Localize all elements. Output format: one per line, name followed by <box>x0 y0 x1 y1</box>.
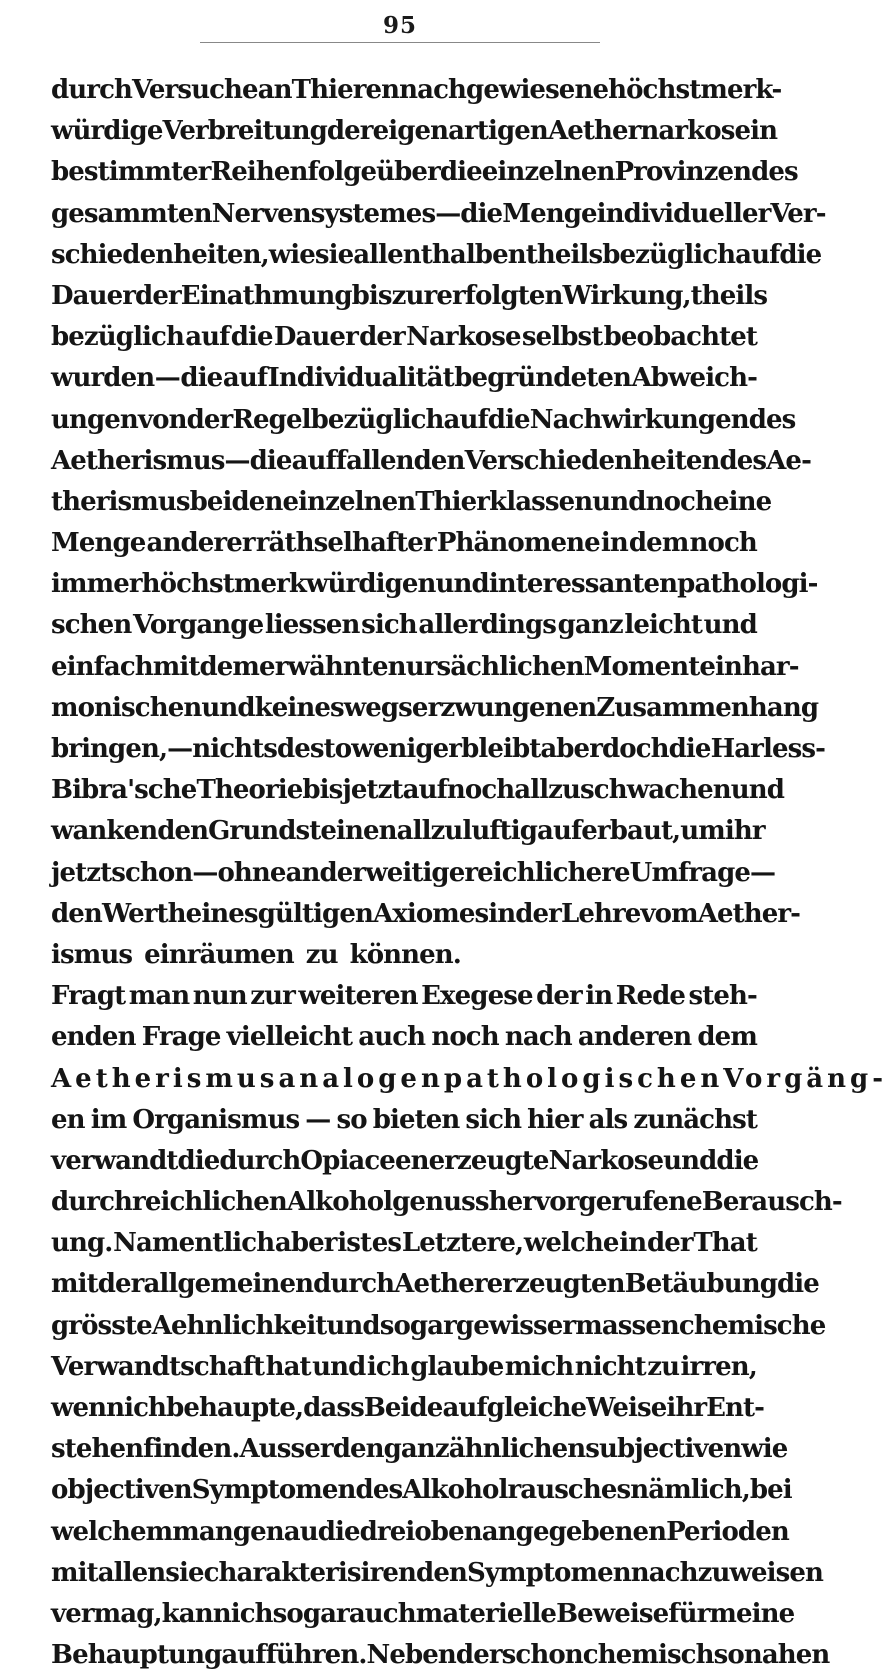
text-line: Verwandtschaft hat und ich glaube mich nicht zu irren, <box>51 1351 757 1382</box>
text-line: mit der allgemeinen durch Aether erzeugten Betäubung die <box>51 1269 819 1300</box>
text-line: immer höchst merkwürdigen und interessanten pathologi- <box>51 569 818 600</box>
text-line: wankenden Grundsteinen allzuluftig auferbaut, um ihr <box>51 816 765 847</box>
body-text <box>51 70 887 1676</box>
text-line: wenn ich behaupte, dass Beide auf gleiche Weise ihr Ent- <box>51 1393 765 1423</box>
text-line: grösste Aehnlichkeit und sogar gewissermassen chemische <box>51 1310 826 1341</box>
header-rule <box>200 42 600 43</box>
text-line: monischen und keineswegs erzwungenen Zusammenhang <box>51 692 819 723</box>
text-line: würdige Verbreitung der eigenartigen Aethernarkose in <box>51 116 778 147</box>
text-line: bezüglich auf die Dauer der Narkose selbst beobachtet <box>51 322 757 353</box>
text-line: Menge anderer räthselhafter Phänomene in dem noch <box>51 528 757 559</box>
text-line: en im Organismus — so bieten sich hier als zunächst <box>51 1104 757 1135</box>
text-line: wurden — die auf Individualität begründeten Abweich- <box>51 363 757 394</box>
text-line: ungen von der Regel bezüglich auf die Nachwirkungen des <box>51 404 796 435</box>
text-line: durch Versuche an Thieren nachgewiesene höchst merk- <box>51 75 782 105</box>
text-line: schiedenheiten, wie sie allenthalben theils bezüglich auf die <box>51 239 822 270</box>
text-line: gesammten Nervensystemes — die Menge individueller Ver- <box>51 198 826 229</box>
text-line: enden Frage vielleicht auch noch nach anderen dem <box>51 1022 757 1053</box>
text-line: durch reichlichen Alkoholgenuss hervorgerufene Berausch- <box>51 1187 842 1218</box>
text-line: ung. Namentlich aber ist es Letztere, welche in der That <box>51 1228 757 1259</box>
text-line: Behauptung aufführen. Neben der schon chemisch so nahen <box>51 1640 830 1671</box>
text-line: welchem man genau die drei oben angegebenen Perioden <box>51 1516 789 1547</box>
text-line: Aetherismus — die auffallenden Verschiedenheiten des Ae- <box>51 445 811 476</box>
text-line: bringen, — nichts desto weniger bleibt aber doch die Harless- <box>51 734 825 764</box>
text-line: therismus bei den einzelnen Thierklassen und noch eine <box>51 486 772 517</box>
text-line: Bibra'sche Theorie bis jetzt auf noch allzuschwachen und <box>51 775 785 806</box>
text-line: bestimmter Reihenfolge über die einzelnen Provinzen des <box>51 157 798 188</box>
text-line: stehen finden. Ausser den ganz ähnlichen subjectiven wie <box>51 1434 788 1465</box>
text-line: objectiven Symptomen des Alkoholrausches nämlich, bei <box>51 1475 792 1506</box>
text-line: jetzt schon — ohne anderweitige reichlichere Umfrage — <box>51 857 776 888</box>
text-line: Fragt man nun zur weiteren Exegese der in Rede steh- <box>51 981 757 1012</box>
text-line: schen Vorgange liessen sich allerdings ganz leicht und <box>51 610 757 641</box>
text-line: verwandt die durch Opiaceen erzeugte Narkose und die <box>51 1145 759 1176</box>
text-line: Dauer der Einathmung bis zur erfolgten Wirkung, theils <box>51 280 768 311</box>
text-line: ismus einräumen zu können. <box>51 939 461 970</box>
text-line: einfach mit dem erwähnten ursächlichen Momente in har- <box>51 651 799 682</box>
text-line: mit allen sie charakterisirenden Symptomen nachzuweisen <box>51 1557 824 1588</box>
text-line: vermag, kann ich sogar auch materielle Beweise für meine <box>51 1598 795 1629</box>
page-number: 95 <box>382 12 417 39</box>
text-line: Aetherismus analogen pathologischen Vorgäng- <box>51 1063 887 1094</box>
text-line: den Werth eines gültigen Axiomes in der Lehre vom Aether- <box>51 898 801 929</box>
